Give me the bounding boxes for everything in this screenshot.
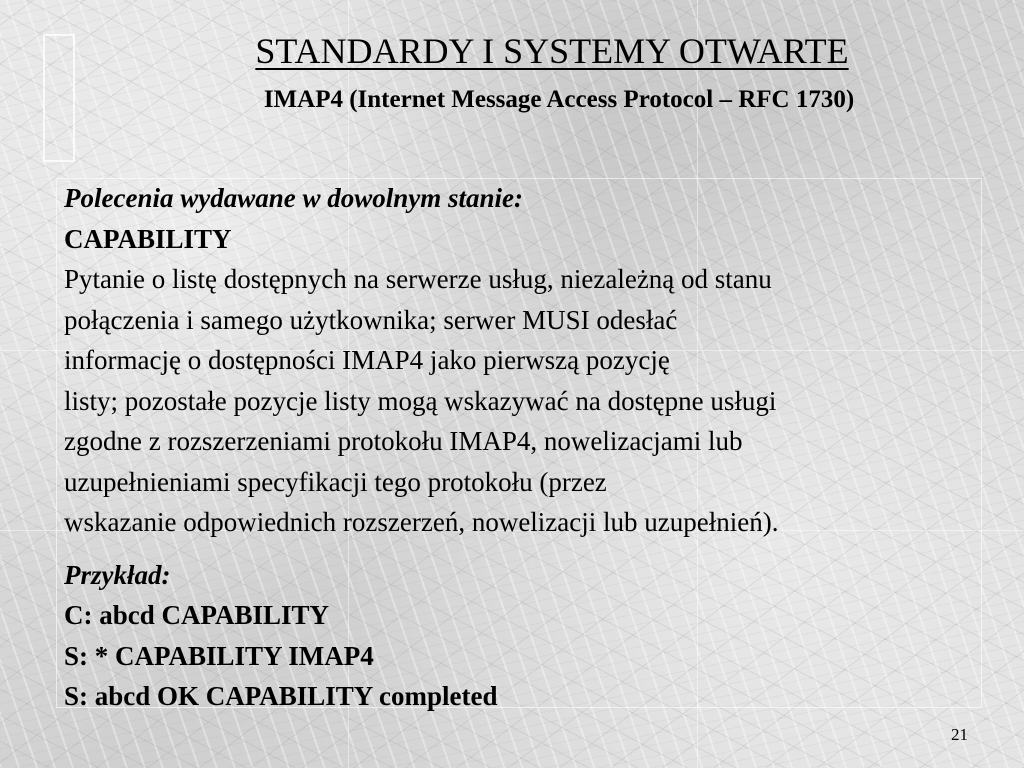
slide-subtitle: IMAP4 (Internet Message Access Protocol – RFC 1730) [263,86,855,113]
example-line: C: abcd CAPABILITY [64,600,330,630]
description-line: Pytanie o listę dostępnych na serwerze usług, niezależną od stanu [64,264,772,294]
slide-body [64,178,976,717]
command-name: CAPABILITY [64,223,232,254]
description-line: wskazanie odpowiednich rozszerzeń, nowelizacji lub uzupełnień). [64,507,779,537]
section-heading: Polecenia wydawane w dowolnym stanie: [64,183,523,213]
page-number: 21 [951,725,968,744]
slide-title: STANDARDY I SYSTEMY OTWARTE [255,31,849,71]
example-line: S: * CAPABILITY IMAP4 [64,640,374,671]
example-line: S: abcd OK CAPABILITY completed [64,681,498,711]
description-line: zgodne z rozszerzeniami protokołu IMAP4, nowelizacjami lub [64,426,743,456]
description-line: informację o dostępności IMAP4 jako pierwszą pozycję [64,345,670,375]
description-line: połączenia i samego użytkownika; serwer MUSI odesłać [64,304,678,335]
example-heading: Przykład: [64,559,171,590]
description-line: listy; pozostałe pozycje listy mogą wskazywać na dostępne usługi [64,385,777,416]
description-line: uzupełnieniami specyfikacji tego protokołu (przez [64,466,607,497]
